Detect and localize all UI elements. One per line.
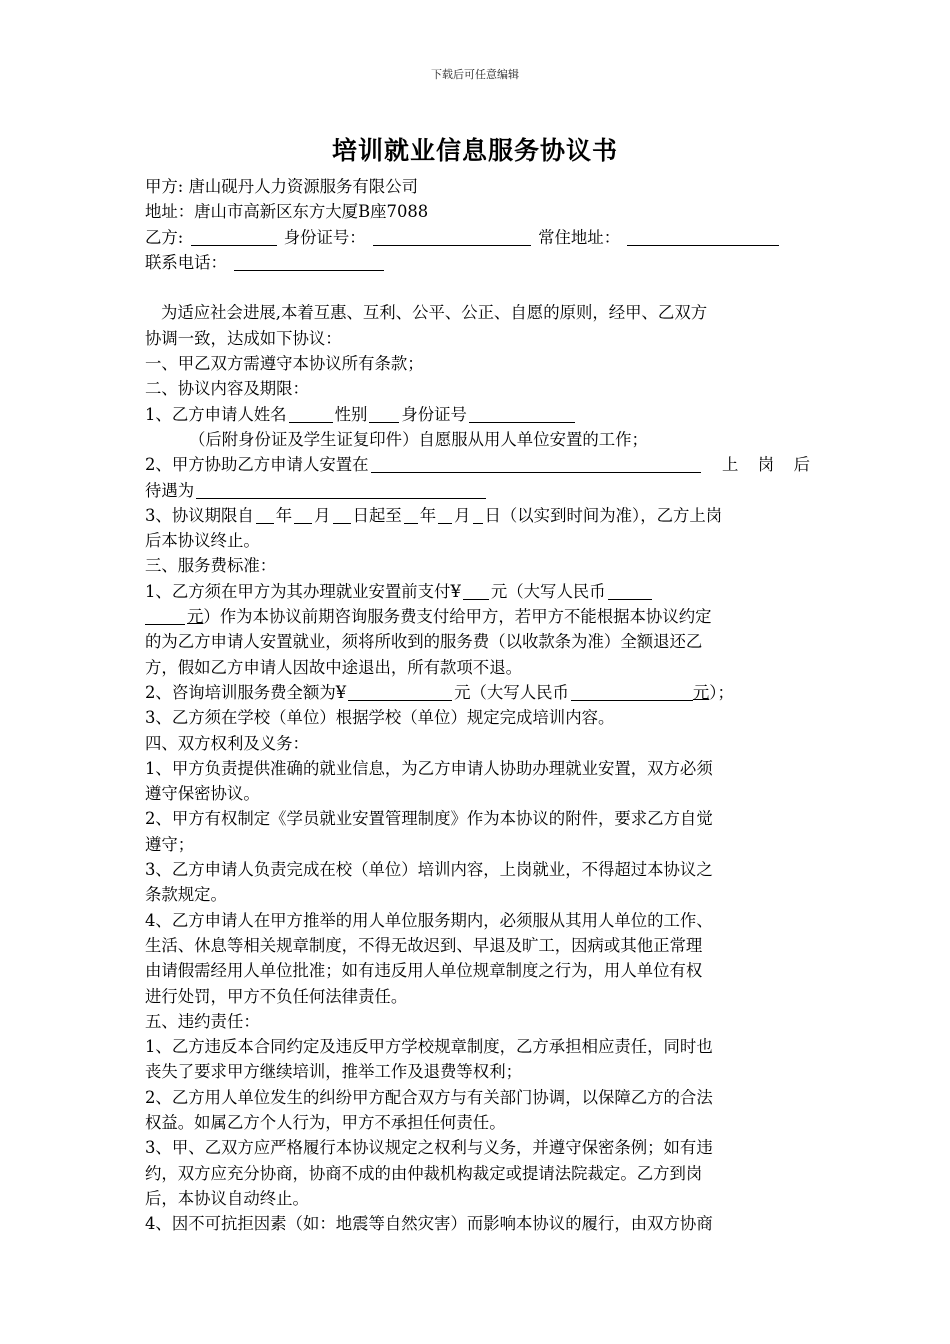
total-capital-label: 元（大写人民币 [454, 682, 569, 702]
term-rest: 日（以实到时间为准），乙方上岗 [484, 505, 723, 525]
clause-4-1-b: 遵守保密协议。 [145, 784, 260, 804]
clause-2-1 [145, 402, 810, 427]
id-number-label: 身份证号： [283, 227, 366, 247]
party-b-line [145, 225, 810, 250]
clause-4-3-b: 条款规定。 [145, 885, 227, 905]
total-fee-label: 2、咨询培训服务费全额为¥ [145, 682, 347, 702]
clause-2-2-cont [145, 478, 810, 503]
clause-3-1-cont [145, 604, 810, 629]
clause-5-1-b: 丧失了要求甲方继续培训，推举工作及退费等权利； [145, 1062, 522, 1082]
total-capital-blank[interactable] [571, 682, 693, 701]
clause-5-2-b: 权益。如属乙方个人行为，甲方不承担任何责任。 [145, 1112, 506, 1132]
clause-4-4-c: 由请假需经用人单位批准；如有违反用人单位规章制度之行为，用人单位有权 [145, 961, 703, 981]
end-year-blank[interactable] [404, 505, 418, 524]
clause-3-1-line4: 方，假如乙方申请人因故中途退出，所有款项不退。 [145, 657, 522, 677]
party-a-name: 甲方: 唐山砚丹人力资源服务有限公司 [145, 177, 418, 196]
clause-5-3-c: 后，本协议自动终止。 [145, 1188, 309, 1208]
year-label: 年 [419, 505, 437, 525]
gender-blank[interactable] [369, 404, 399, 423]
phone-blank[interactable] [234, 252, 384, 271]
clause-4-1-a: 1、甲方负责提供准确的就业信息，为乙方申请人协助办理就业安置，双方必须 [145, 758, 713, 778]
clause-4-4-b: 生活、休息等相关规章制度，不得无故迟到、早退及旷工，因病或其他正常理 [145, 935, 703, 955]
intro-line-2: 协调一致，达成如下协议： [145, 328, 342, 348]
clause-5-4-a: 4、因不可抗拒因素（如：地震等自然灾害）而影响本协议的履行，由双方协商 [145, 1214, 713, 1234]
header-note: 下载后可任意编辑 [431, 68, 519, 81]
clause-3-1 [145, 579, 810, 604]
home-address-blank[interactable] [627, 227, 779, 246]
party-b-name-blank[interactable] [191, 227, 277, 246]
applicant-name-label: 1、乙方申请人姓名 [145, 404, 287, 424]
applicant-name-blank[interactable] [289, 404, 333, 423]
gender-label: 性别 [334, 404, 368, 424]
fee-capital-blank-cont[interactable] [145, 606, 185, 625]
party-b-label: 乙方: [145, 227, 184, 247]
year-label: 年 [275, 505, 293, 525]
section-1: 一、甲乙双方需遵守本协议所有条款； [145, 354, 424, 374]
term-to-label: 日起至 [352, 505, 402, 525]
clause-3-3: 3、乙方须在学校（单位）根据学校（单位）规定完成培训内容。 [145, 708, 615, 728]
clause-4-4-d: 进行处罚，甲方不负任何法律责任。 [145, 986, 408, 1006]
placement-word-1: 上 [721, 455, 739, 475]
section-5-heading: 五、违约责任： [145, 1011, 260, 1031]
clause-2-3 [145, 503, 810, 528]
treatment-blank[interactable] [196, 480, 486, 499]
end-month-blank[interactable] [438, 505, 452, 524]
applicant-id-blank[interactable] [469, 404, 575, 423]
fee-label: 1、乙方须在甲方为其办理就业安置前支付¥ [145, 581, 461, 601]
fee-capital-label: 元（大写人民币 [490, 581, 606, 601]
clause-4-4-a: 4、乙方申请人在甲方推举的用人单位服务期内，必须服从其用人单位的工作、 [145, 910, 713, 930]
document-body [145, 174, 810, 1236]
id-number-blank[interactable] [373, 227, 531, 246]
clause-4-3-a: 3、乙方申请人负责完成在校（单位）培训内容，上岗就业，不得超过本协议之 [145, 860, 713, 880]
start-day-blank[interactable] [333, 505, 351, 524]
phone-line [145, 250, 810, 275]
yuan-label: 元 [187, 607, 204, 627]
clause-2-3-cont: 后本协议终止。 [145, 531, 260, 551]
intro-line-1: 为适应社会进展,本着互惠、互利、公平、公正、自愿的原则，经甲、乙双方 [161, 303, 708, 323]
clause-end: ）； [709, 682, 734, 702]
placement-blank[interactable] [371, 454, 701, 473]
phone-label: 联系电话： [145, 252, 227, 272]
month-label: 月 [314, 505, 331, 525]
clause-2-1-note: （后附身份证及学生证复印件）自愿服从用人单位安置的工作； [189, 429, 648, 449]
fee-purpose: ）作为本协议前期咨询服务费支付给甲方，若甲方不能根据本协议约定 [203, 607, 712, 627]
clause-2-2 [145, 452, 810, 477]
total-fee-blank[interactable] [348, 682, 452, 701]
yuan-label: 元 [692, 682, 710, 702]
month-label: 月 [454, 505, 471, 525]
clause-5-3-a: 3、甲、乙双方应严格履行本协议规定之权利与义务，并遵守保密条例；如有违 [145, 1138, 713, 1158]
section-4-heading: 四、双方权利及义务： [145, 733, 309, 753]
fee-capital-blank[interactable] [608, 581, 652, 600]
start-year-blank[interactable] [256, 505, 274, 524]
clause-3-1-line3: 的为乙方申请人安置就业，须将所收到的服务费（以收款条为准）全额退还乙 [145, 632, 703, 652]
home-address-label: 常住地址： [538, 227, 621, 247]
applicant-id-label: 身份证号 [401, 404, 467, 424]
document-title: 培训就业信息服务协议书 [331, 136, 618, 165]
clause-5-2-a: 2、乙方用人单位发生的纠纷甲方配合双方与有关部门协调，以保障乙方的合法 [145, 1087, 713, 1107]
treatment-label: 待遇为 [145, 480, 195, 500]
fee-amount-blank[interactable] [463, 581, 489, 600]
section-2-heading: 二、协议内容及期限： [145, 379, 309, 399]
clause-4-2-a: 2、甲方有权制定《学员就业安置管理制度》作为本协议的附件，要求乙方自觉 [145, 809, 713, 829]
clause-5-1-a: 1、乙方违反本合同约定及违反甲方学校规章制度，乙方承担相应责任，同时也 [145, 1037, 713, 1057]
end-day-blank[interactable] [473, 505, 483, 524]
placement-label: 2、甲方协助乙方申请人安置在 [145, 455, 369, 475]
clause-3-2 [145, 680, 810, 705]
party-a-address: 地址：唐山市高新区东方大厦B座7088 [145, 202, 429, 222]
placement-word-3: 后 [793, 455, 810, 475]
placement-word-2: 岗 [757, 455, 775, 475]
clause-4-2-b: 遵守； [145, 834, 195, 854]
start-month-blank[interactable] [294, 505, 312, 524]
section-3-heading: 三、服务费标准： [145, 556, 277, 576]
term-from-label: 3、协议期限自 [145, 505, 254, 525]
clause-5-3-b: 约，双方应充分协商，协商不成的由仲裁机构裁定或提请法院裁定。乙方到岗 [145, 1163, 703, 1183]
